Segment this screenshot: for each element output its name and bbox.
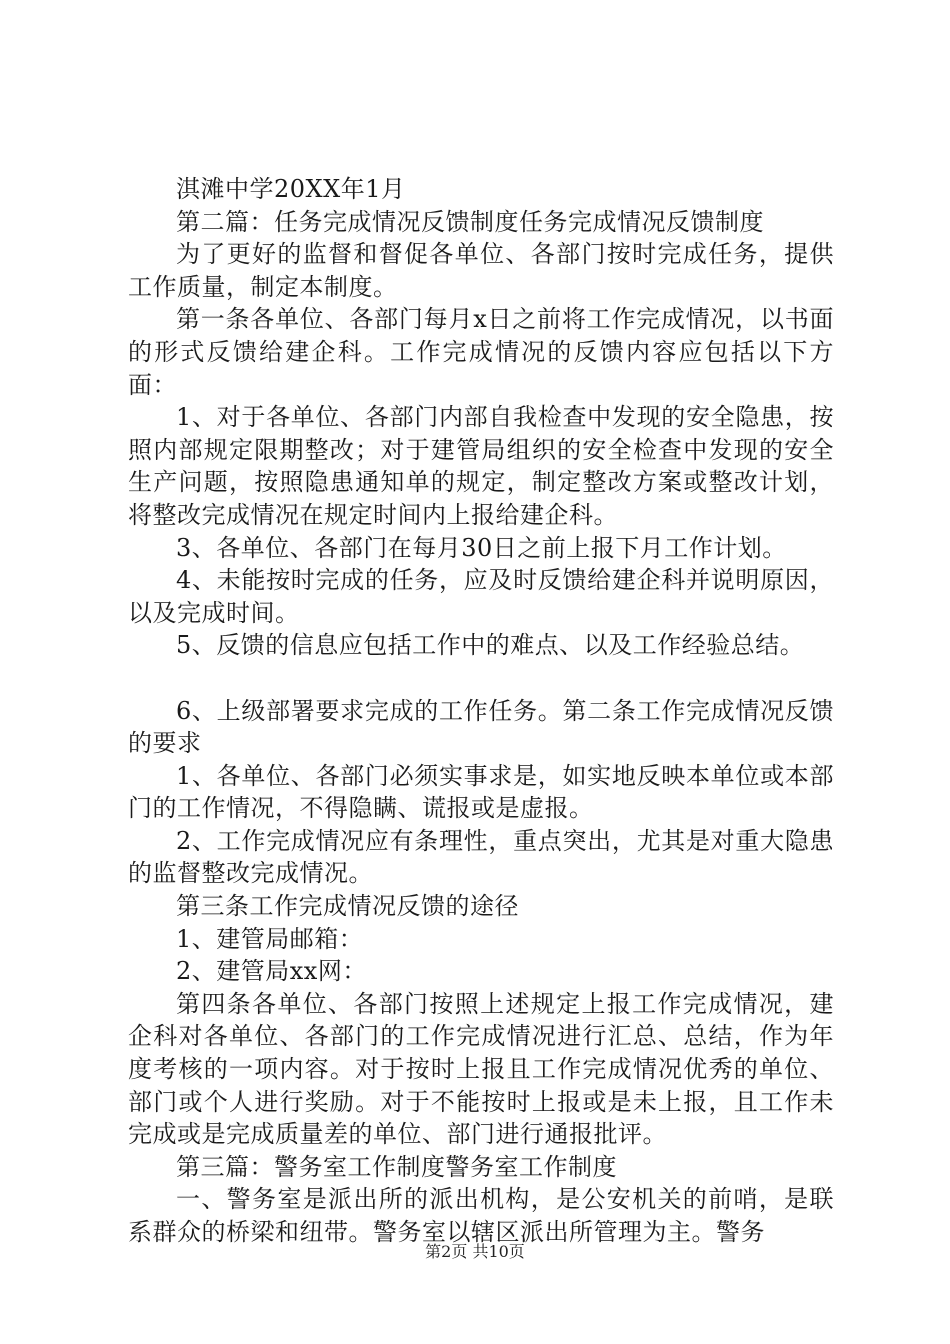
police-office-paragraph-1: 一、警务室是派出所的派出机构，是公安机关的前哨，是联系群众的桥梁和纽带。警务室以辖区派出所管理为主。警务 bbox=[128, 1185, 834, 1246]
date-line: 淇滩中学20XX年1月 bbox=[176, 175, 406, 203]
section-heading-3: 第三篇：警务室工作制度警务室工作制度 bbox=[176, 1152, 617, 1181]
article-3-item-1: 1、建管局邮箱： bbox=[176, 924, 364, 953]
article-1-item-5: 5、反馈的信息应包括工作中的难点、以及工作经验总结。 bbox=[176, 631, 805, 660]
article-1: 第一条各单位、各部门每月x日之前将工作完成情况，以书面的形式反馈给建企科。工作完成情况的反馈内容应包括以下方面： bbox=[128, 305, 834, 399]
article-3-heading: 第三条工作完成情况反馈的途径 bbox=[176, 892, 519, 921]
article-1-item-1: 1、对于各单位、各部门内部自我检查中发现的安全隐患，按照内部规定限期整改；对于建管局组织的安全检查中发现的安全生产问题，按照隐患通知单的规定，制定整改方案或整改计划，将整改完成情况在规定时间内上报给建企科。 bbox=[128, 403, 834, 529]
article-1-item-3: 3、各单位、各部门在每月30日之前上报下月工作计划。 bbox=[176, 533, 787, 562]
article-1-item-4: 4、未能按时完成的任务，应及时反馈给建企科并说明原因，以及完成时间。 bbox=[128, 566, 834, 627]
page-number-footer: 第2页 共10页 bbox=[425, 1242, 525, 1261]
document-body bbox=[128, 173, 834, 1249]
paragraph-intro: 为了更好的监督和督促各单位、各部门按时完成任务，提供工作质量，制定本制度。 bbox=[128, 240, 834, 301]
article-2-item-2: 2、工作完成情况应有条理性，重点突出，尤其是对重大隐患的监督整改完成情况。 bbox=[128, 826, 834, 888]
section-heading-2: 第二篇：任务完成情况反馈制度任务完成情况反馈制度 bbox=[176, 207, 764, 236]
article-2-item-1: 1、各单位、各部门必须实事求是，如实地反映本单位或本部门的工作情况，不得隐瞒、谎报或是虚报。 bbox=[128, 761, 834, 823]
article-1-item-6: 6、上级部署要求完成的工作任务。第二条工作完成情况反馈的要求 bbox=[128, 696, 834, 758]
blank-line bbox=[128, 662, 834, 695]
article-4: 第四条各单位、各部门按照上述规定上报工作完成情况，建企科对各单位、各部门的工作完成情况进行汇总、总结，作为年度考核的一项内容。对于按时上报且工作完成情况优秀的单位、部门或个人进行奖励。对于不能按时上报或是未上报，且工作未完成或是完成质量差的单位、部门进行通报批评。 bbox=[128, 989, 834, 1149]
article-3-item-2: 2、建管局xx网： bbox=[176, 957, 367, 986]
